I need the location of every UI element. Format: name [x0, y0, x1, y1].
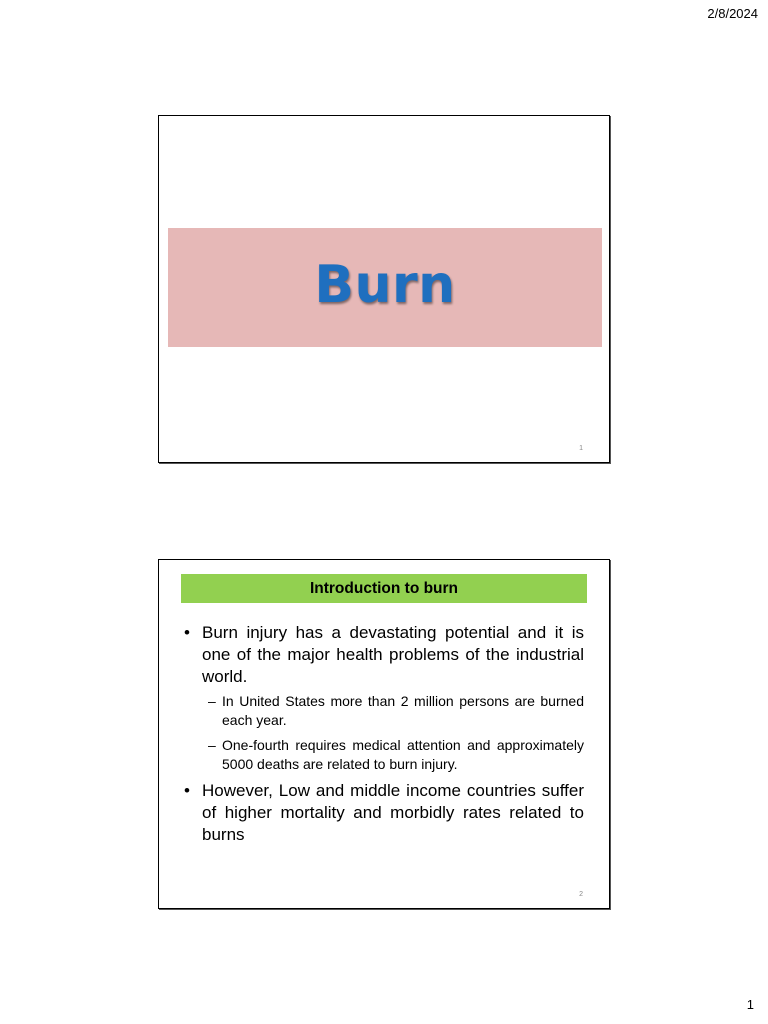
slide-content [182, 622, 584, 850]
bullet-item: • Burn injury has a devastating potential and it is one of the major health problems of the industrial world. [182, 622, 584, 688]
bullet-item: • However, Low and middle income countries suffer of higher mortality and morbidly rates related to burns [182, 780, 584, 846]
slide-header: Introduction to burn [309, 579, 459, 597]
sub-bullet-item: – In United States more than 2 million persons are burned each year. [182, 692, 584, 730]
slide-number: 1 [579, 445, 583, 452]
slide-title: Burn [314, 254, 456, 315]
page-date: 2/8/2024 [707, 6, 758, 21]
header-bar [181, 574, 587, 603]
sub-bullet-item: – One-fourth requires medical attention and approximately 5000 deaths are related to burn injury. [182, 736, 584, 774]
slide-2 [158, 559, 610, 909]
page-number: 1 [746, 997, 754, 1012]
slide-number: 2 [579, 891, 583, 898]
slide-1 [158, 115, 610, 463]
title-band [168, 228, 602, 347]
